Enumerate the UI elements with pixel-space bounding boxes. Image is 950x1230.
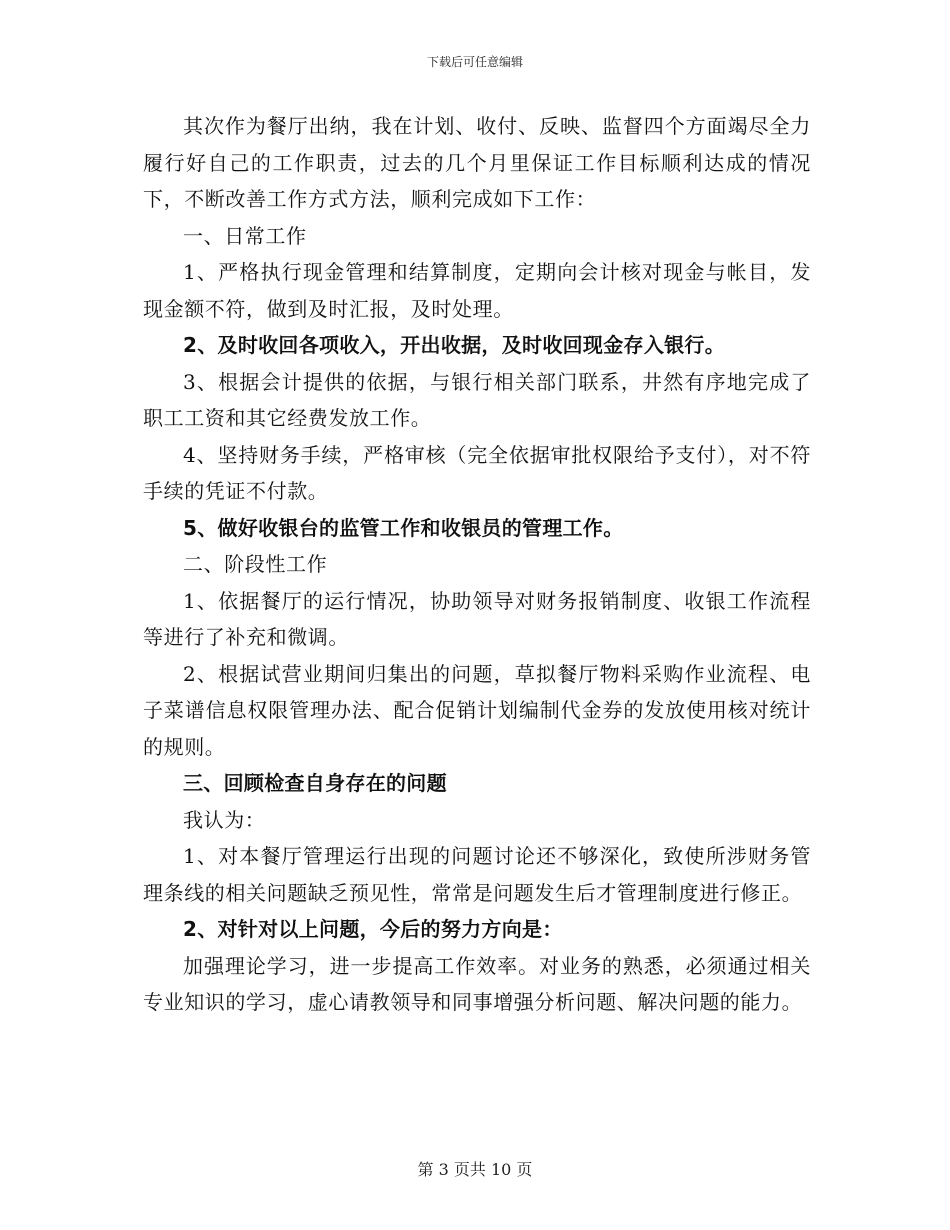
- paragraph-item-2: 2、及时收回各项收入，开出收据，及时收回现金存入银行。: [183, 333, 726, 357]
- paragraph-phase-item-1: 1、依据餐厅的运行情况，协助领导对财务报销制度、收银工作流程等进行了补充和微调。: [143, 588, 811, 649]
- paragraph-closing: 加强理论学习，进一步提高工作效率。对业务的熟悉，必须通过相关专业知识的学习，虚心请教领导和同事增强分析问题、解决问题的能力。: [143, 953, 811, 1014]
- paragraph-item-4: 4、坚持财务手续，严格审核（完全依据审批权限给予支付），对不符手续的凭证不付款。: [143, 442, 811, 503]
- paragraph-opinion: 我认为：: [183, 807, 266, 832]
- paragraph-item-1: 1、严格执行现金管理和结算制度，定期向会计核对现金与帐目，发现金额不符，做到及时汇报，及时处理。: [143, 260, 811, 321]
- paragraph-item-3: 3、根据会计提供的依据，与银行相关部门联系，井然有序地完成了职工工资和其它经费发放工作。: [143, 369, 811, 430]
- paragraph-review-item-2: 2、对针对以上问题，今后的努力方向是：: [183, 917, 563, 941]
- paragraph-phase-item-2: 2、根据试营业期间归集出的问题，草拟餐厅物料采购作业流程、电子菜谱信息权限管理办法、配合促销计划编制代金券的发放使用核对统计的规则。: [143, 661, 811, 759]
- paragraph-intro: 其次作为餐厅出纳，我在计划、收付、反映、监督四个方面竭尽全力履行好自己的工作职责，过去的几个月里保证工作目标顺利达成的情况下，不断改善工作方式方法，顺利完成如下工作：: [143, 114, 811, 211]
- paragraph-review-item-1: 1、对本餐厅管理运行出现的问题讨论还不够深化，致使所涉财务管理条线的相关问题缺乏预见性，常常是问题发生后才管理制度进行修正。: [143, 844, 811, 905]
- page-header: 下载后可任意编辑: [426, 55, 523, 69]
- paragraph-item-5: 5、做好收银台的监管工作和收银员的管理工作。: [183, 515, 624, 540]
- section-heading-daily-work: 一、日常工作: [183, 223, 307, 248]
- section-heading-review: 三、回顾检查自身存在的问题: [183, 771, 447, 795]
- section-heading-phase-work: 二、阶段性工作: [183, 552, 328, 576]
- page-footer: 第 3 页共 10 页: [417, 1160, 533, 1179]
- document-body: [143, 108, 811, 1021]
